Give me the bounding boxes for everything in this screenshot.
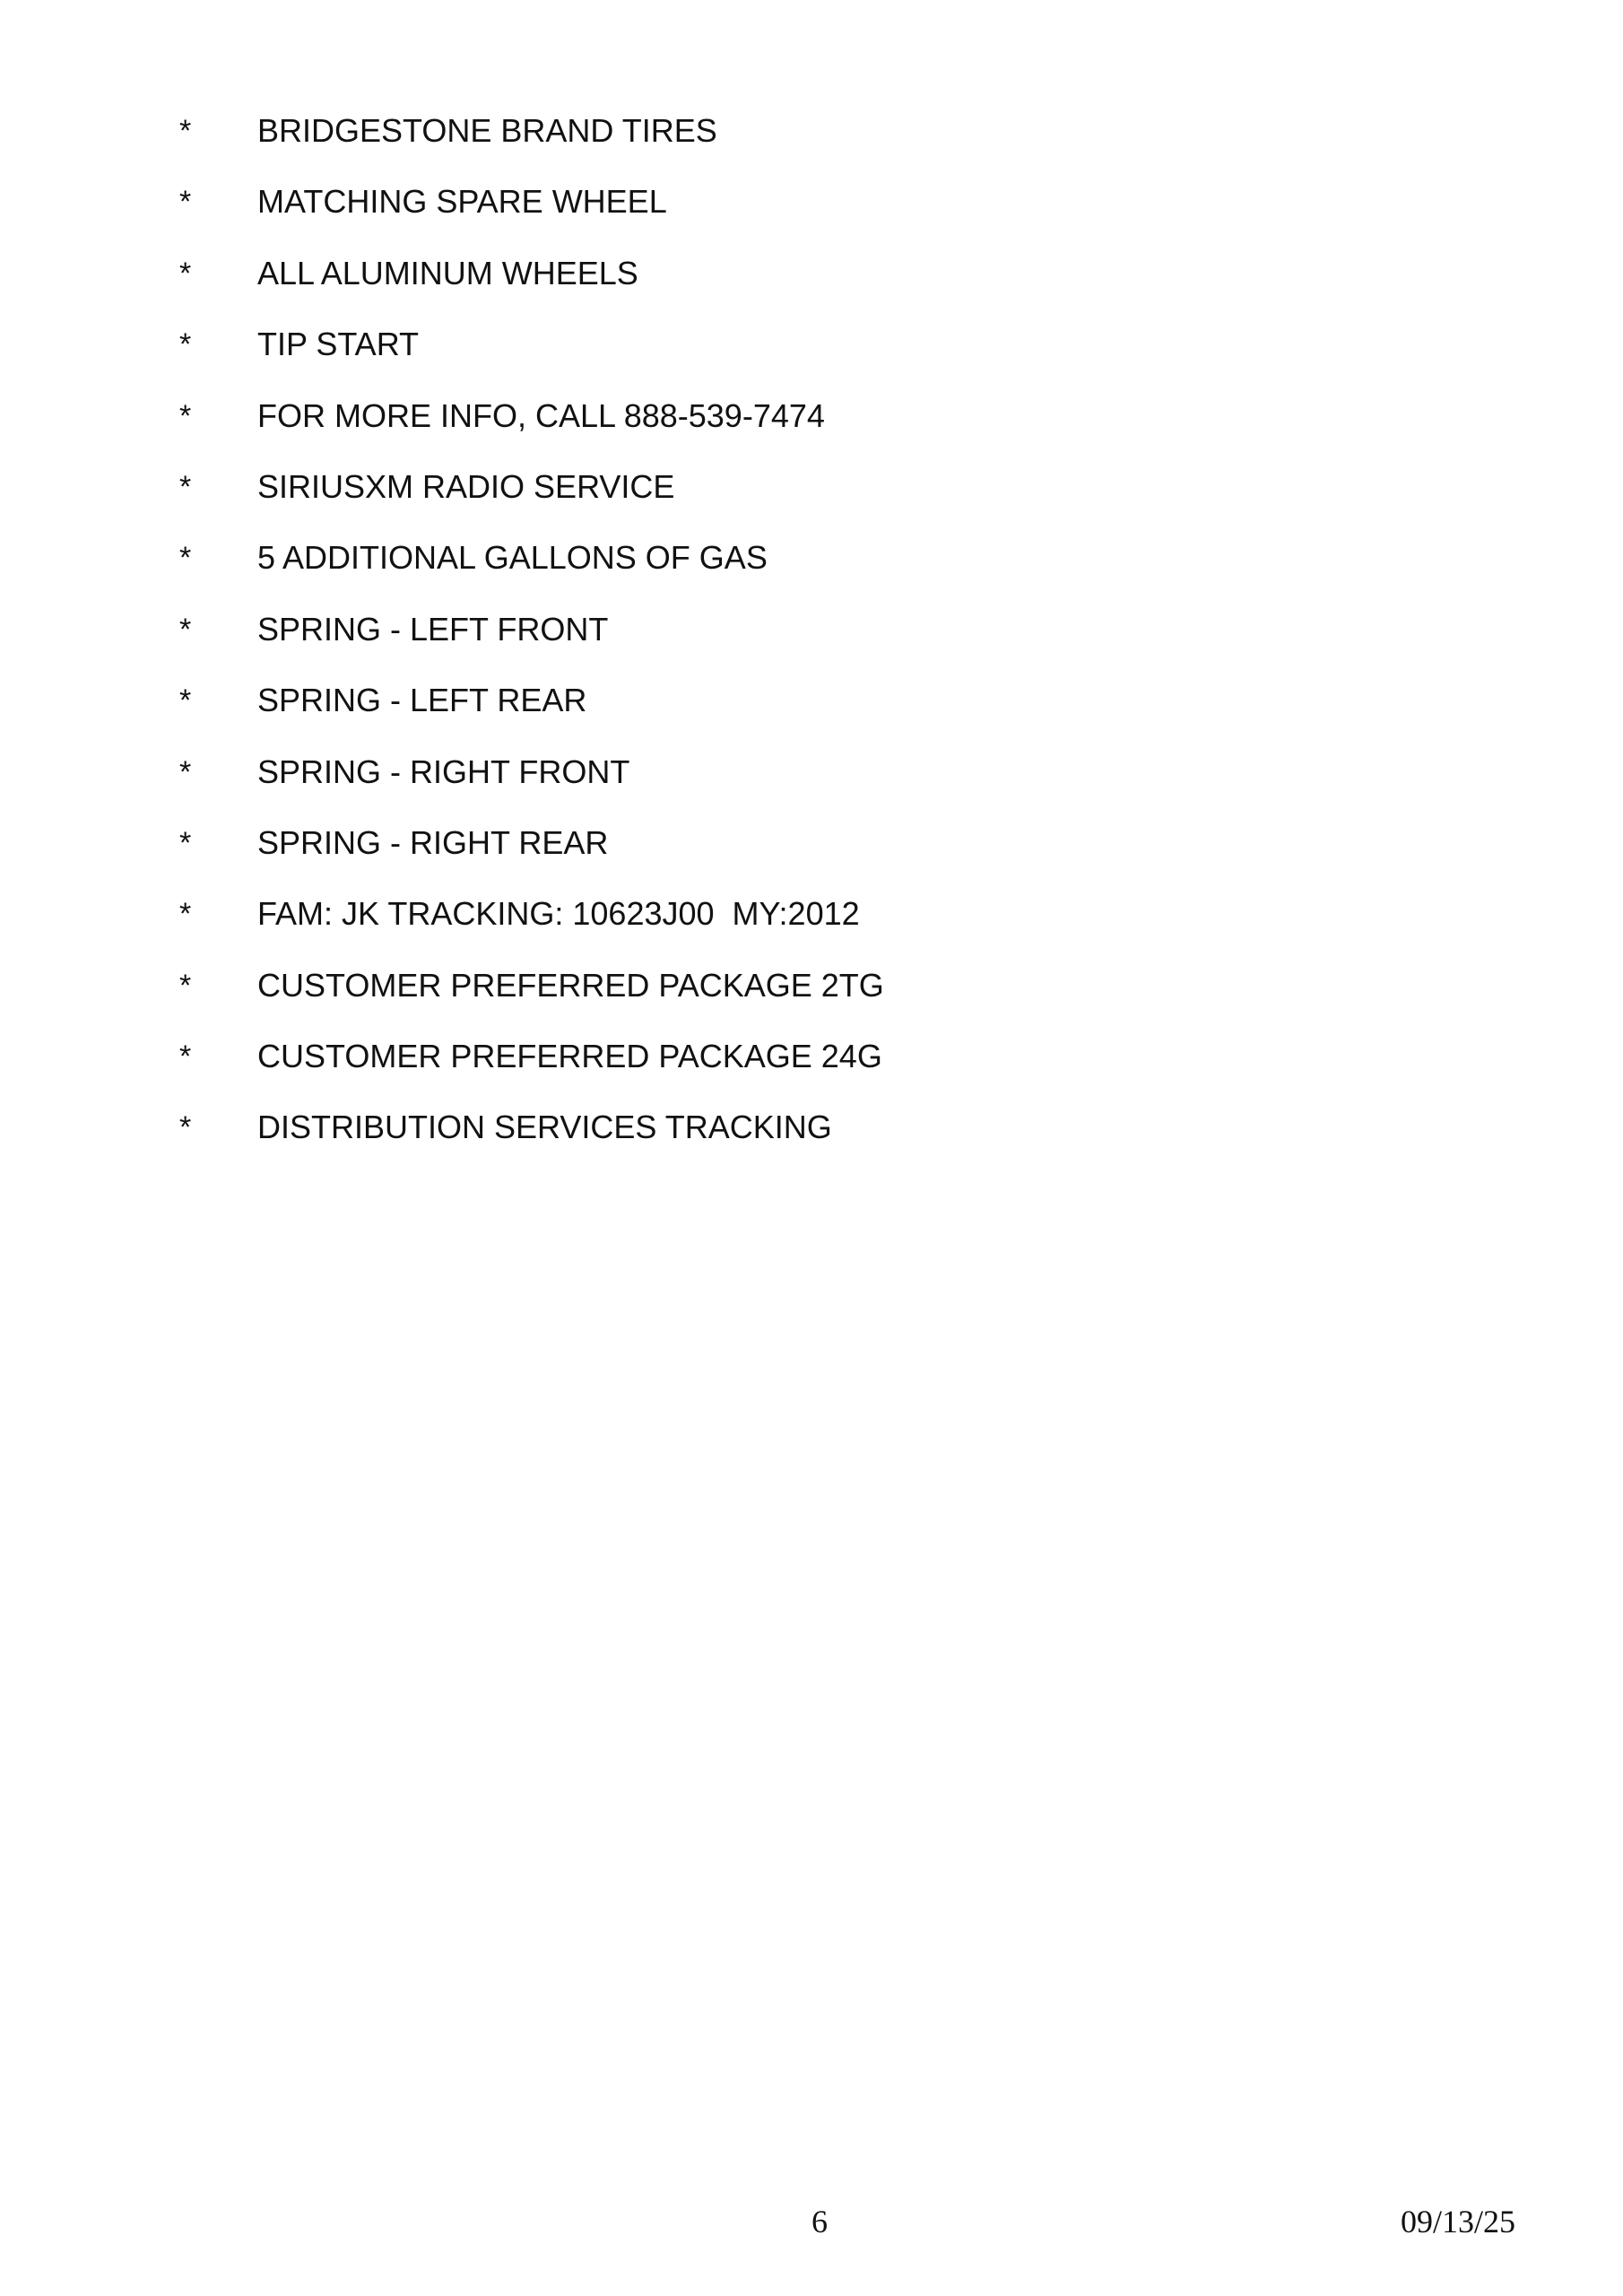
bullet-asterisk: * (179, 398, 192, 433)
feature-item (0, 464, 1623, 535)
feature-item (0, 535, 1623, 605)
bullet-asterisk: * (179, 185, 192, 220)
bullet-asterisk: * (179, 1039, 192, 1074)
feature-text: SPRING - RIGHT FRONT (257, 752, 630, 790)
feature-item (0, 891, 1623, 961)
footer-date: 09/13/25 (1401, 2204, 1516, 2239)
feature-item (0, 1033, 1623, 1104)
feature-text: SPRING - LEFT REAR (257, 682, 587, 719)
bullet-asterisk: * (179, 825, 192, 860)
bullet-asterisk: * (179, 754, 192, 789)
feature-item (0, 749, 1623, 820)
feature-list (0, 108, 1623, 1176)
feature-item (0, 677, 1623, 748)
bullet-asterisk: * (179, 968, 192, 1003)
feature-text: SIRIUSXM RADIO SERVICE (257, 467, 675, 505)
page-number: 6 (812, 2204, 828, 2239)
bullet-asterisk: * (179, 114, 192, 148)
feature-text: SPRING - RIGHT REAR (257, 823, 609, 861)
bullet-asterisk: * (179, 541, 192, 576)
feature-item (0, 606, 1623, 677)
feature-item (0, 178, 1623, 249)
bullet-asterisk: * (179, 897, 192, 932)
bullet-asterisk: * (179, 469, 192, 504)
bullet-asterisk: * (179, 256, 192, 291)
bullet-asterisk: * (179, 1110, 192, 1145)
feature-text: ALL ALUMINUM WHEELS (257, 254, 638, 291)
bullet-asterisk: * (179, 327, 192, 362)
feature-item (0, 393, 1623, 464)
feature-text: FOR MORE INFO, CALL 888-539-7474 (257, 396, 825, 434)
feature-text: CUSTOMER PREFERRED PACKAGE 24G (257, 1038, 882, 1075)
bullet-asterisk: * (179, 683, 192, 718)
feature-text: 5 ADDITIONAL GALLONS OF GAS (257, 539, 768, 577)
feature-text: MATCHING SPARE WHEEL (257, 183, 667, 221)
feature-text: BRIDGESTONE BRAND TIRES (257, 112, 717, 149)
bullet-asterisk: * (179, 612, 192, 647)
feature-item (0, 321, 1623, 392)
feature-text: CUSTOMER PREFERRED PACKAGE 2TG (257, 966, 884, 1004)
feature-item (0, 250, 1623, 321)
feature-item (0, 1104, 1623, 1175)
feature-item (0, 108, 1623, 178)
feature-text: SPRING - LEFT FRONT (257, 610, 609, 648)
feature-item (0, 962, 1623, 1033)
feature-text: DISTRIBUTION SERVICES TRACKING (257, 1109, 832, 1146)
feature-item (0, 820, 1623, 891)
feature-text: FAM: JK TRACKING: 10623J00 MY:2012 (257, 895, 860, 933)
feature-text: TIP START (257, 326, 420, 363)
